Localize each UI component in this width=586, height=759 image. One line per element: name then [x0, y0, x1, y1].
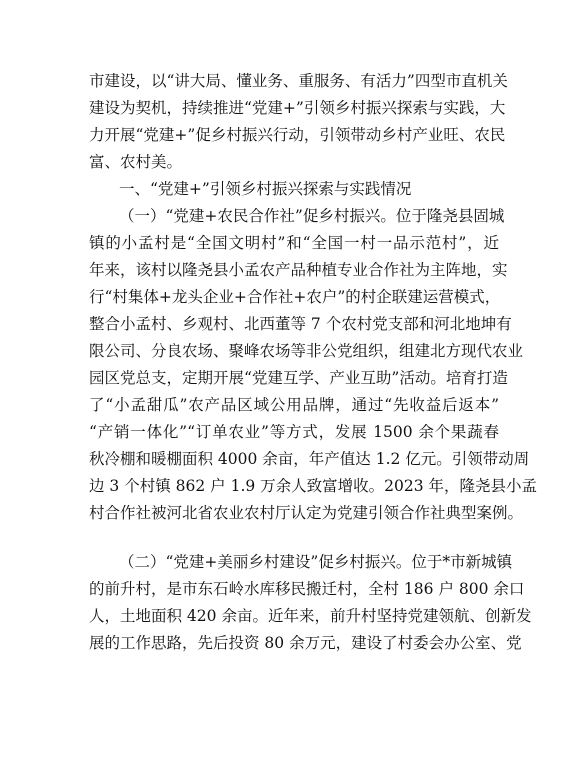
text-line: 年来，该村以隆尧县小孟农产品种植专业合作社为主阵地，实 [89, 261, 508, 279]
text-line: 建设为契机，持续推进“党建+”引领乡村振兴探索与实践，大 [89, 99, 506, 117]
text-line: 了“小孟甜瓜”农产品区域公用品牌，通过“先收益后返本” [89, 396, 499, 414]
intro-paragraph [89, 68, 508, 176]
text-line: 园区党总支，定期开展“党建互学、产业互助”活动。培育打造 [89, 369, 508, 387]
paragraph-beautiful-village [89, 549, 532, 657]
text-line: 行“村集体+龙头企业+合作社+农户”的村企联建运营模式， [89, 288, 501, 306]
document-page [89, 68, 538, 657]
text-line: 镇的小孟村是“全国文明村”和“全国一村一品示范村”，近 [89, 234, 499, 252]
paragraph-cooperative [89, 203, 538, 527]
text-line: “产销一体化”“订单农业”等方式，发展 1500 余个果蔬春 [89, 423, 499, 441]
text-line: （二）“党建+美丽乡村建设”促乡村振兴。位于*市新城镇 [119, 553, 513, 571]
text-line: 限公司、分良农场、聚峰农场等非公党组织，组建北方现代农业 [89, 342, 524, 360]
text-line: 边 3 个村镇 862 户 1.9 万余人致富增收。2023 年，隆尧县小孟 [89, 477, 538, 495]
text-line: 富、农村美。 [89, 153, 183, 171]
text-line: 展的工作思路，先后投资 80 余万元，建设了村委会办公室、党 [89, 634, 522, 652]
text-line: 市建设，以“讲大局、懂业务、重服务、有活力”四型市直机关 [89, 72, 508, 90]
text-line: 人，土地面积 420 余亩。近年来，前升村坚持党建领航、创新发 [89, 607, 532, 625]
text-line: （一）“党建+农民合作社”促乡村振兴。位于隆尧县固城 [119, 207, 505, 225]
text-line: 整合小孟村、乡观村、北西董等 7 个农村党支部和河北地坤有 [89, 315, 512, 333]
text-line: 的前升村，是市东石岭水库移民搬迁村，全村 186 户 800 余口 [89, 580, 525, 598]
paragraph-spacer [89, 527, 499, 549]
text-line: 力开展“党建+”促乡村振兴行动，引领带动乡村产业旺、农民 [89, 126, 506, 144]
text-line: 村合作社被河北省农业农村厅认定为党建引领合作社典型案例。 [89, 504, 524, 522]
section-heading: 一、“党建+”引领乡村振兴探索与实践情况 [119, 180, 412, 198]
text-line: 秋冷棚和暖棚面积 4000 余亩，年产值达 1.2 亿元。引领带动周 [89, 450, 530, 468]
